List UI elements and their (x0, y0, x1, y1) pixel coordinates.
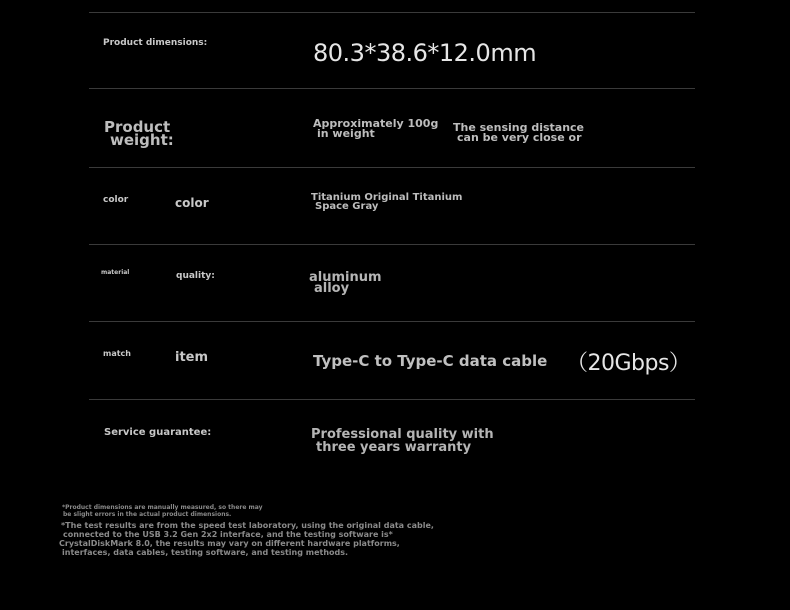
service-label: Service guarantee: (104, 427, 212, 438)
footnote-2-line1: *The test results are from the speed test laboratory, using the original data cable, (61, 521, 434, 530)
divider-3 (89, 244, 695, 245)
weight-value-line2: in weight (317, 127, 375, 140)
divider-5 (89, 399, 695, 400)
footnote-1-line1: *Product dimensions are manually measured, so there may (62, 504, 263, 511)
sensing-note-line2: can be very close or (457, 131, 582, 144)
material-value-line1: aluminum (309, 270, 382, 285)
footnote-2-line2: connected to the USB 3.2 Gen 2x2 interface, and the testing software is* (63, 530, 393, 539)
service-value-line1: Professional quality with (311, 427, 494, 442)
cable-value: Type-C to Type-C data cable (313, 352, 548, 370)
sensing-note-line1: The sensing distance (453, 121, 585, 134)
weight-label-line1: Product (104, 118, 171, 136)
divider-1 (89, 88, 695, 89)
footnote-2-line3: CrystalDiskMark 8.0, the results may vary on different hardware platforms, (59, 539, 400, 548)
weight-value-line1: Approximately 100g (313, 117, 439, 130)
color-label-b: color (175, 196, 209, 210)
color-value-line1: Titanium Original Titanium (311, 192, 463, 203)
color-label-a: color (103, 195, 129, 205)
weight-label-line2: weight: (110, 131, 174, 149)
service-value-line2: three years warranty (316, 440, 472, 455)
divider-top (89, 12, 695, 13)
material-label-a: material (101, 269, 130, 276)
dimensions-value: 80.3*38.6*12.0mm (313, 39, 537, 67)
material-value-line2: alloy (314, 281, 350, 296)
match-label-a: match (103, 349, 131, 358)
dimensions-label: Product dimensions: (103, 38, 208, 48)
color-value-line2: Space Gray (315, 201, 379, 212)
divider-2 (89, 167, 695, 168)
footnote-1-line2: be slight errors in the actual product dimensions. (63, 511, 232, 518)
footnote-2-line4: interfaces, data cables, testing software, and testing methods. (62, 548, 349, 557)
material-label-b: quality: (176, 271, 215, 281)
match-label-b: item (175, 350, 209, 365)
divider-4 (89, 321, 695, 322)
cable-speed: （20Gbps） (566, 351, 691, 376)
